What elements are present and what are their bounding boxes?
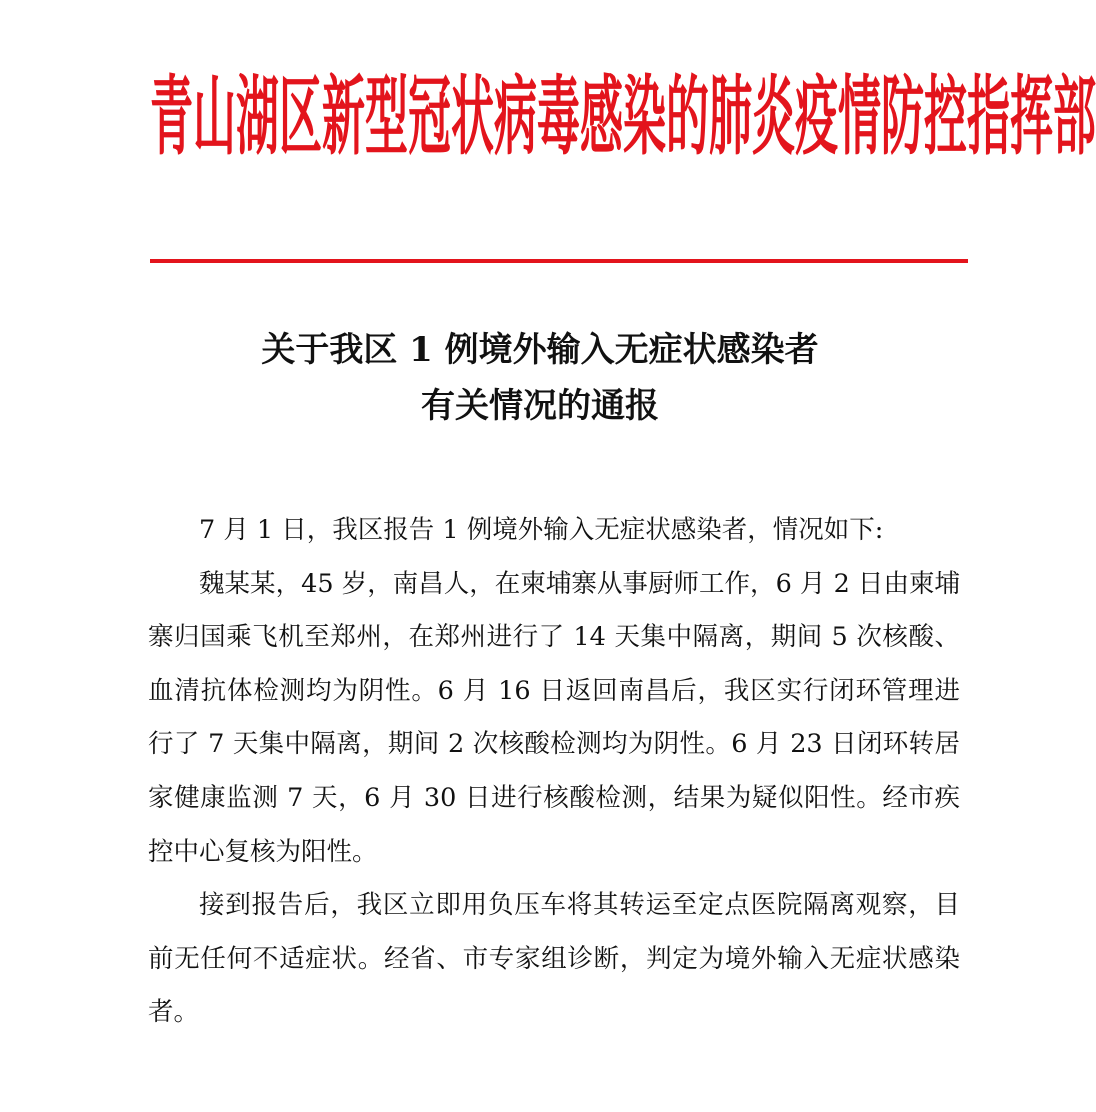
body-paragraph-2: 魏某某，45 岁，南昌人，在柬埔寨从事厨师工作，6 月 2 日由柬埔寨归国乘飞机至郑州，在郑州进行了 14 天集中隔离，期间 5 次核酸、血清抗体检测均为阴性。6 月 16 日返回南昌后，我区实行闭环管理进行了 7 天集中隔离，期间 2 次核酸检测均为阴性。6 月 23 日闭环转居家健康监测 7 天，6 月 30 日进行核酸检测，结果为疑似阳性。经市疾控中心复核为阳性。 [148,568,960,867]
document-title-line-2: 有关情况的通报 [421,386,659,426]
document-title [100,322,980,434]
body-paragraph-3: 接到报告后，我区立即用负压车将其转运至定点医院隔离观察，目前无任何不适症状。经省、市专家组诊断，判定为境外输入无症状感染者。 [148,890,960,1028]
masthead-text: 青山湖区新型冠状病毒感染的肺炎疫情防控指挥部 [150,68,1096,168]
masthead-header [150,48,1096,188]
document-body [148,504,960,1040]
red-divider-line [150,259,968,263]
document-title-line-1: 关于我区 1 例境外输入无症状感染者 [261,330,819,370]
body-paragraph-1: 7 月 1 日，我区报告 1 例境外输入无症状感染者，情况如下: [199,515,884,545]
